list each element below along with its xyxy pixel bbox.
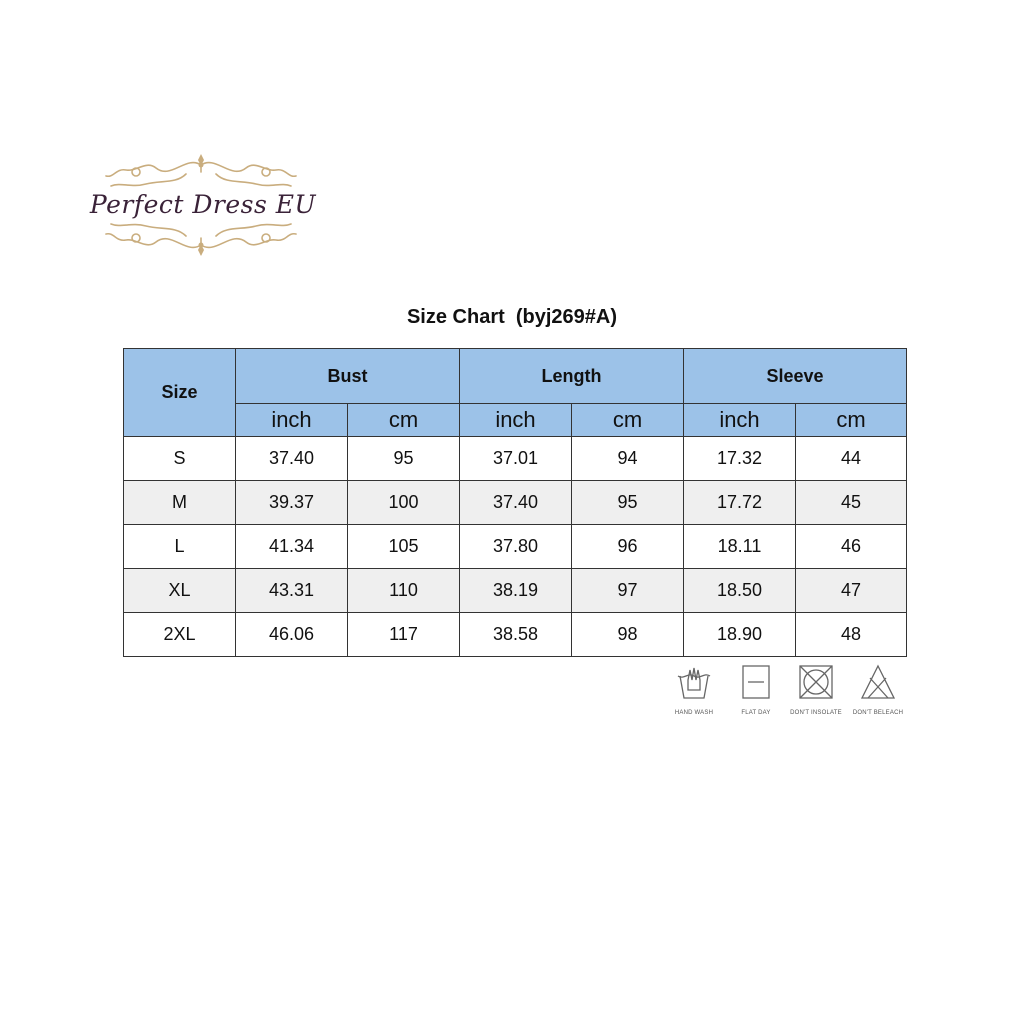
brand-name: Perfect Dress EU — [89, 190, 317, 219]
value-cell: 38.19 — [460, 569, 572, 613]
value-cell: 46.06 — [236, 613, 348, 657]
table-row — [124, 437, 907, 481]
table-row — [124, 481, 907, 525]
hand-wash-icon — [676, 664, 712, 700]
value-cell: 17.32 — [684, 437, 796, 481]
value-cell: 95 — [348, 437, 460, 481]
value-cell: 37.40 — [460, 481, 572, 525]
unit-header: cm — [796, 404, 907, 437]
size-cell: 2XL — [124, 613, 236, 657]
value-cell: 37.80 — [460, 525, 572, 569]
size-cell: XL — [124, 569, 236, 613]
value-cell: 100 — [348, 481, 460, 525]
care-label: DON'T INSOLATE — [790, 710, 842, 716]
value-cell: 18.11 — [684, 525, 796, 569]
size-cell: L — [124, 525, 236, 569]
value-cell: 47 — [796, 569, 907, 613]
size-cell: M — [124, 481, 236, 525]
value-cell: 38.58 — [460, 613, 572, 657]
unit-header: cm — [348, 404, 460, 437]
care-dont-bleach — [848, 664, 908, 716]
value-cell: 43.31 — [236, 569, 348, 613]
value-cell: 48 — [796, 613, 907, 657]
care-hand-wash — [664, 664, 724, 716]
size-chart-table — [123, 348, 907, 657]
size-column-header: Size — [124, 349, 236, 437]
value-cell: 110 — [348, 569, 460, 613]
value-cell: 105 — [348, 525, 460, 569]
care-label: HAND WASH — [674, 710, 714, 716]
unit-header: inch — [460, 404, 572, 437]
value-cell: 98 — [572, 613, 684, 657]
care-label: DON'T BELEACH — [852, 710, 904, 716]
value-cell: 41.34 — [236, 525, 348, 569]
sleeve-group-header: Sleeve — [684, 349, 907, 404]
unit-header: inch — [684, 404, 796, 437]
value-cell: 94 — [572, 437, 684, 481]
unit-header: inch — [236, 404, 348, 437]
brand-logo — [76, 150, 326, 260]
unit-header: cm — [572, 404, 684, 437]
value-cell: 97 — [572, 569, 684, 613]
table-row — [124, 525, 907, 569]
value-cell: 18.90 — [684, 613, 796, 657]
value-cell: 45 — [796, 481, 907, 525]
care-label: FLAT DAY — [741, 710, 771, 716]
care-dont-insolate — [786, 664, 846, 716]
care-flat-dry — [726, 664, 786, 716]
value-cell: 39.37 — [236, 481, 348, 525]
value-cell: 96 — [572, 525, 684, 569]
value-cell: 95 — [572, 481, 684, 525]
table-row — [124, 613, 907, 657]
do-not-tumble-dry-icon — [798, 664, 834, 700]
value-cell: 46 — [796, 525, 907, 569]
value-cell: 117 — [348, 613, 460, 657]
value-cell: 37.40 — [236, 437, 348, 481]
table-row — [124, 569, 907, 613]
length-group-header: Length — [460, 349, 684, 404]
value-cell: 37.01 — [460, 437, 572, 481]
bust-group-header: Bust — [236, 349, 460, 404]
do-not-bleach-icon — [860, 664, 896, 700]
flat-dry-icon — [738, 664, 774, 700]
size-cell: S — [124, 437, 236, 481]
value-cell: 44 — [796, 437, 907, 481]
value-cell: 17.72 — [684, 481, 796, 525]
chart-title: Size Chart (byj269#A) — [406, 306, 618, 328]
value-cell: 18.50 — [684, 569, 796, 613]
